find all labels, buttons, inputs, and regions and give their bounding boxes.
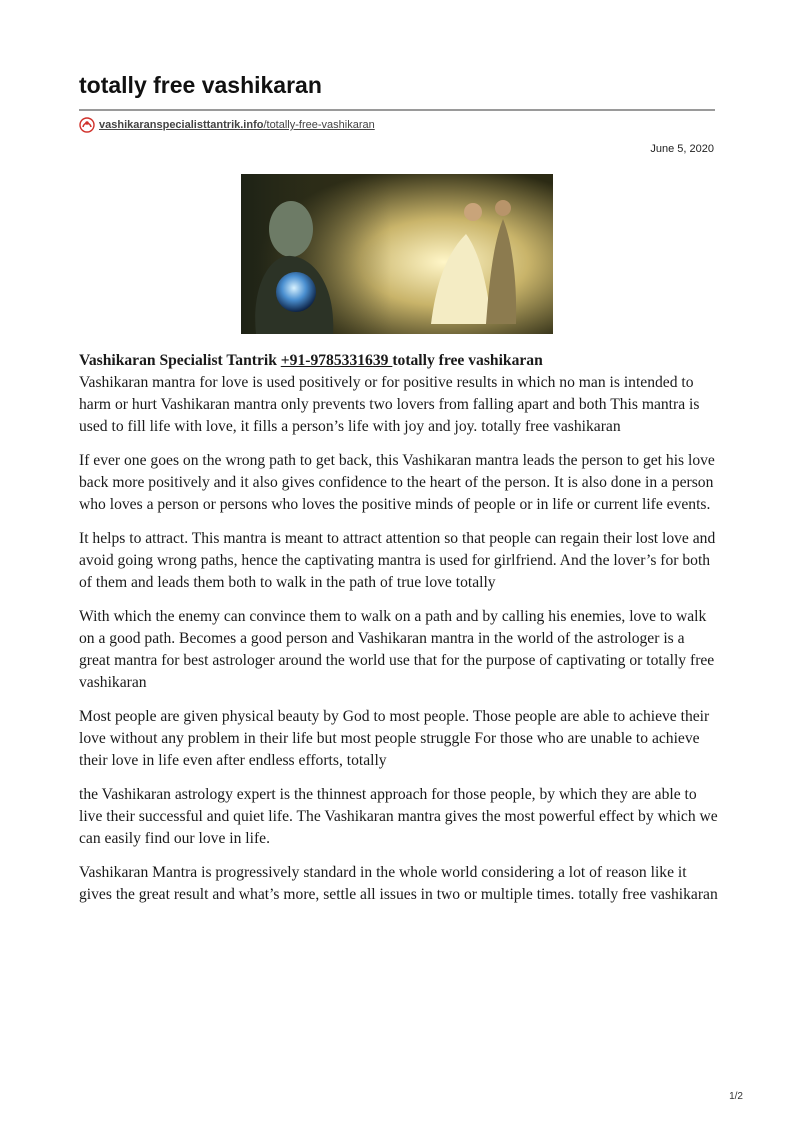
publish-date: June 5, 2020 xyxy=(650,143,714,155)
paragraph: Vashikaran mantra for love is used positively or for positive results in which no man is intended to harm or hurt Vashikaran mantra only prevents two lovers from falling apart and both This mantra is used to fill life with love, it fills a person’s life with joy and joy. totally free vashikaran xyxy=(79,374,700,435)
paragraph: It helps to attract. This mantra is meant to attract attention so that people can regain their lost love and avoid going wrong paths, hence the captivating mantra is used for girlfriend. And the lover’s for both of them and leads them both to walk in the path of true love totally xyxy=(79,530,716,591)
source-link[interactable] xyxy=(99,119,375,131)
paragraph: If ever one goes on the wrong path to get back, this Vashikaran mantra leads the person to get his love back more positively and it also gives confidence to the heart of the person. It is also done in a person who loves a person or persons who loves the positive minds of people or in life or current life events. xyxy=(79,452,715,513)
article-hero-image xyxy=(241,174,553,334)
article-body xyxy=(79,350,719,918)
lead-prefix: Vashikaran Specialist Tantrik xyxy=(79,352,281,369)
site-favicon-icon xyxy=(79,117,95,133)
paragraph: the Vashikaran astrology expert is the thinnest approach for those people, by which they are able to live their successful and quiet life. The Vashikaran mantra gives the most powerful effect by which we can easily find our love in life. xyxy=(79,786,718,847)
lead-line xyxy=(79,350,719,372)
paragraph: Vashikaran Mantra is progressively standard in the whole world considering a lot of reason like it gives the great result and what’s more, settle all issues in two or multiple times. totally free vashikaran xyxy=(79,864,718,903)
source-line xyxy=(79,117,375,133)
page-number: 1/2 xyxy=(729,1091,743,1102)
paragraph: Most people are given physical beauty by God to most people. Those people are able to achieve their love without any problem in their life but most people struggle For those who are unable to achieve their love in life even after endless efforts, totally xyxy=(79,708,710,769)
page-title: totally free vashikaran xyxy=(79,72,322,98)
title-divider xyxy=(79,109,715,111)
paragraph: With which the enemy can convince them to walk on a path and by calling his enemies, love to walk on a good path. Becomes a good person and Vashikaran mantra in the world of the astrologer is a great mantra for best astrologer around the world use that for the purpose of captivating or totally free vashikaran xyxy=(79,608,715,691)
source-domain: vashikaranspecialisttantrik.info xyxy=(99,119,264,131)
lead-suffix: totally free vashikaran xyxy=(392,352,543,369)
source-path: /totally-free-vashikaran xyxy=(263,119,375,131)
phone-link[interactable]: +91-9785331639 xyxy=(280,352,393,369)
